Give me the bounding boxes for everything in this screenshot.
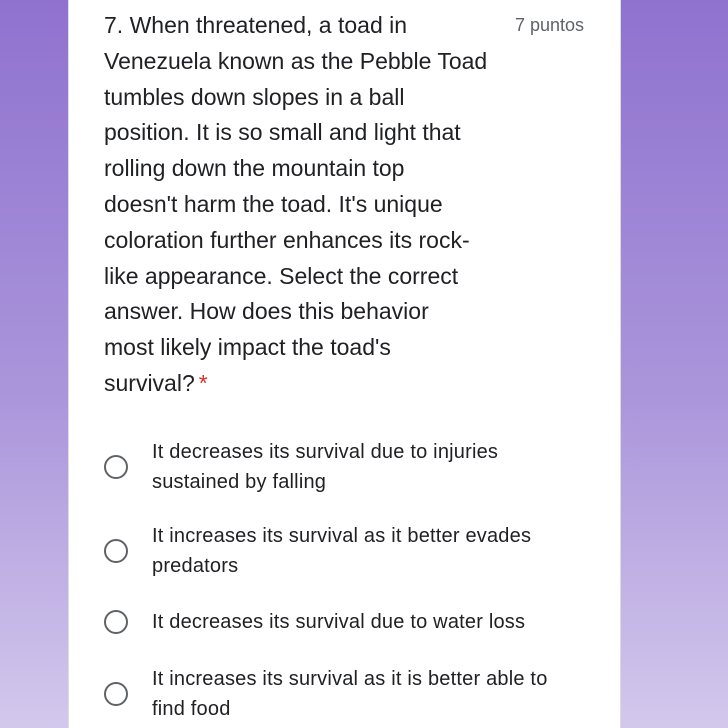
question-line: position. It is so small and light that <box>104 119 461 146</box>
option-label-line: predators <box>152 555 239 577</box>
question-line: doesn't harm the toad. It's unique <box>104 190 443 217</box>
question-line: most likely impact the toad's <box>104 334 391 361</box>
option-label <box>152 437 498 497</box>
question-line: answer. How does this behavior <box>104 298 429 325</box>
question-line: coloration further enhances its rock- <box>104 226 470 253</box>
option-label <box>152 521 531 581</box>
radio-button[interactable] <box>104 610 128 634</box>
question-card <box>68 0 621 728</box>
option-increases-find-food[interactable] <box>104 664 584 724</box>
option-label-line: It decreases its survival due to injuries <box>152 441 499 463</box>
question-line: 7. When threatened, a toad in <box>104 12 408 38</box>
question-line: like appearance. Select the correct <box>104 262 459 289</box>
question-line: Venezuela known as the Pebble Toad <box>104 47 488 74</box>
option-decreases-water-loss[interactable] <box>104 607 584 637</box>
option-label-line: It decreases its survival due to water loss <box>152 611 526 633</box>
option-label-line: sustained by falling <box>152 471 327 493</box>
question-line: tumbles down slopes in a ball <box>104 83 405 110</box>
radio-button[interactable] <box>104 455 128 479</box>
radio-button[interactable] <box>104 539 128 563</box>
option-label-line: find food <box>152 698 231 720</box>
option-label <box>152 607 525 637</box>
points-label: 7 puntos <box>514 15 584 35</box>
option-label <box>152 664 548 724</box>
option-label-line: It increases its survival as it is better able to <box>152 668 548 690</box>
question-line: survival? <box>104 369 195 396</box>
radio-button[interactable] <box>104 682 128 706</box>
question-text <box>104 8 514 402</box>
question-line: rolling down the mountain top <box>104 155 405 182</box>
option-decreases-injuries[interactable] <box>104 437 584 497</box>
required-asterisk: * <box>198 369 208 396</box>
option-increases-evades-predators[interactable] <box>104 521 584 581</box>
question-line-last <box>104 366 514 402</box>
option-label-line: It increases its survival as it better evades <box>152 525 532 547</box>
